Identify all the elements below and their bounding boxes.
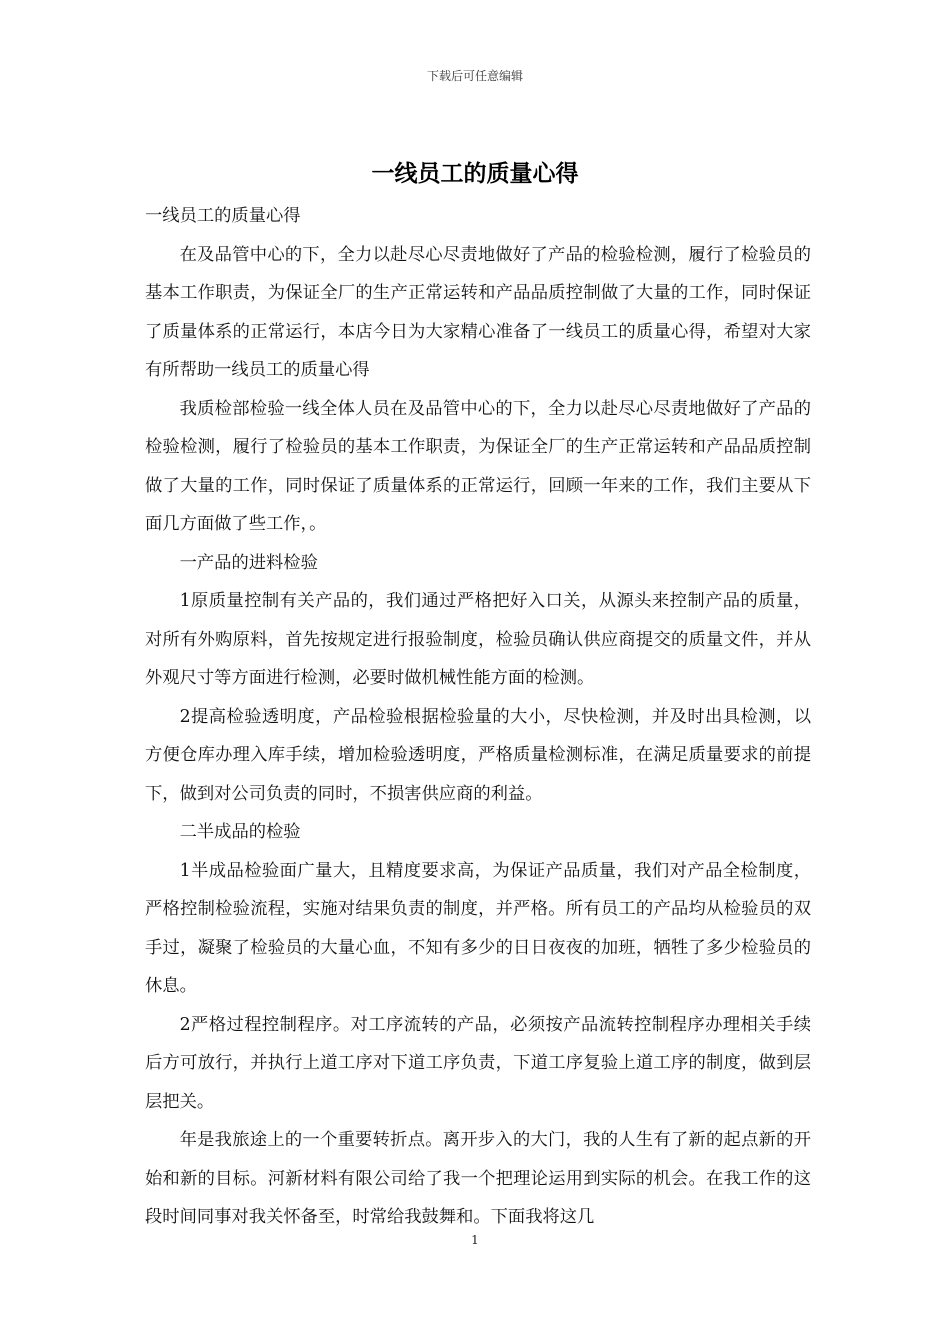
document-body — [145, 197, 811, 1237]
document-subtitle: 一线员工的质量心得 — [145, 206, 301, 226]
paragraph-incoming-1: 1原质量控制有关产品的，我们通过严格把好入口关，从源头来控制产品的质量，对所有外购原料，首先按规定进行报验制度，检验员确认供应商提交的质量文件，并从外观尺寸等方面进行检测，必要时做机械性能方面的检测。 — [145, 591, 811, 688]
paragraph-intro: 在及品管中心的下，全力以赴尽心尽责地做好了产品的检验检测，履行了检验员的基本工作职责，为保证全厂的生产正常运转和产品品质控制做了大量的工作，同时保证了质量体系的正常运行，本店今日为大家精心准备了一线员工的质量心得，希望对大家有所帮助一线员工的质量心得 — [145, 244, 811, 380]
paragraph-semifinished-2: 2严格过程控制程序。对工序流转的产品，必须按产品流转控制程序办理相关手续后方可放行，并执行上道工序对下道工序负责，下道工序复验上道工序的制度，做到层层把关。 — [145, 1014, 811, 1112]
page-number: 1 — [471, 1233, 479, 1247]
header-note: 下载后可任意编辑 — [426, 69, 523, 83]
section-heading-semifinished: 二半成品的检验 — [179, 822, 301, 842]
paragraph-overview: 我质检部检验一线全体人员在及品管中心的下，全力以赴尽心尽责地做好了产品的检验检测，履行了检验员的基本工作职责，为保证全厂的生产正常运转和产品品质控制做了大量的工作，同时保证了质量体系的正常运行，回顾一年来的工作，我们主要从下面几方面做了些工作，。 — [145, 398, 811, 534]
paragraph-semifinished-1: 1半成品检验面广量大，且精度要求高，为保证产品质量，我们对产品全检制度，严格控制检验流程，实施对结果负责的制度，并严格。所有员工的产品均从检验员的双手过，凝聚了检验员的大量心血，不知有多少的日日夜夜的加班，牺牲了多少检验员的休息。 — [145, 860, 811, 996]
section-heading-incoming: 一产品的进料检验 — [179, 552, 318, 573]
document-title: 一线员工的质量心得 — [371, 160, 579, 187]
paragraph-incoming-2: 2提高检验透明度，产品检验根据检验量的大小，尽快检测，并及时出具检测，以方便仓库办理入库手续，增加检验透明度，严格质量检测标准，在满足质量要求的前提下，做到对公司负责的同时，不损害供应商的利益。 — [145, 706, 811, 804]
paragraph-reflection: 年是我旅途上的一个重要转折点。离开步入的大门，我的人生有了新的起点新的开始和新的目标。河新材料有限公司给了我一个把理论运用到实际的机会。在我工作的这段时间同事对我关怀备至，时常给我鼓舞和。下面我将这几 — [145, 1130, 811, 1227]
